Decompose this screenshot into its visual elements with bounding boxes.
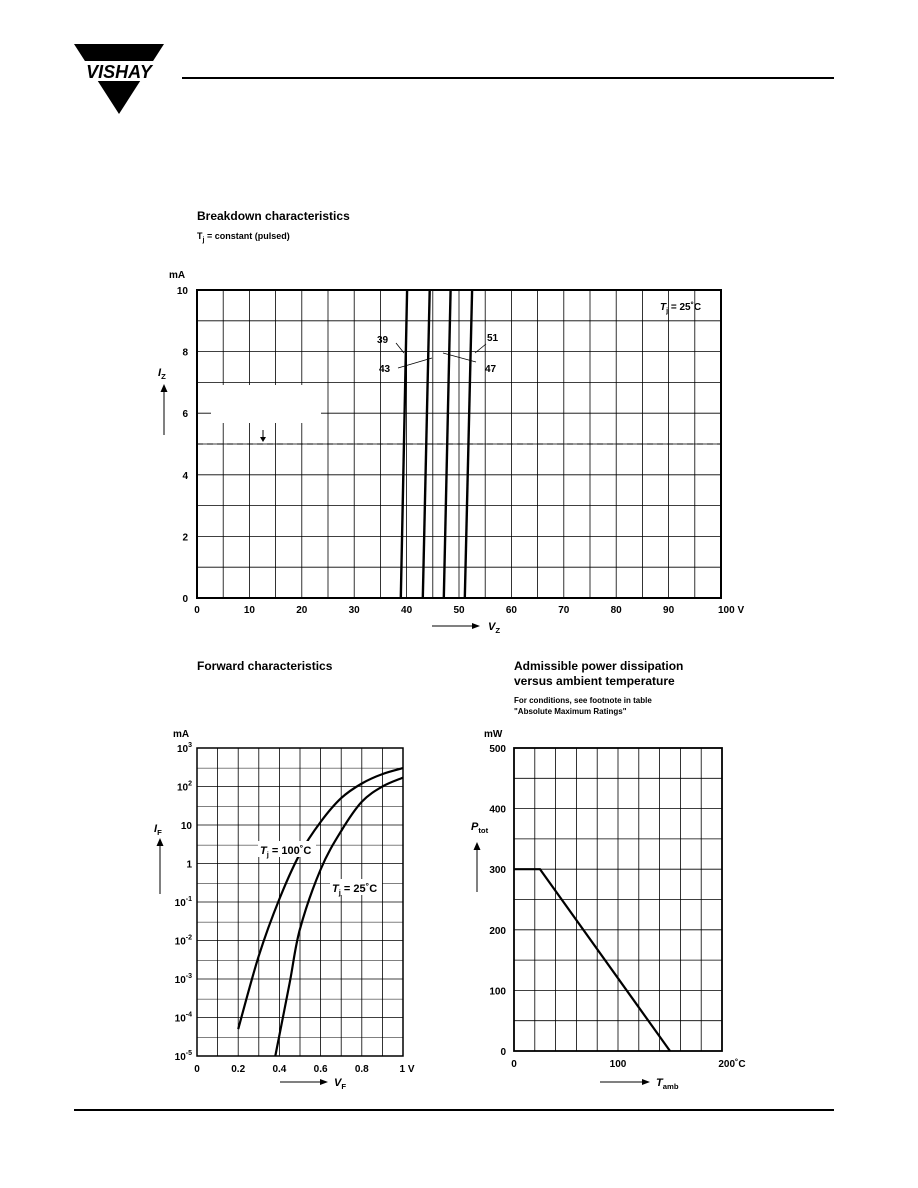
x-tick-label: 60 (505, 605, 517, 616)
y-tick-label: 8 (182, 347, 188, 359)
x-tick-label: 80 (610, 605, 622, 616)
y-tick-label: 0 (182, 594, 188, 605)
x-tick-label: 30 (348, 605, 360, 616)
blank-label-area (211, 385, 321, 423)
y-tick-label: 100 (489, 986, 506, 998)
curve-label-39: 39 (377, 335, 389, 346)
x-tick-label: 0 (511, 1059, 517, 1070)
y-tick-label: $10^{-2}$ (174, 934, 192, 948)
x-tick-label: 20 (296, 605, 308, 616)
x-tick-label: 50 (453, 605, 465, 616)
y-tick-label: 200 (489, 925, 506, 937)
y-tick-label: 6 (182, 409, 188, 421)
x-tick-label: 0.8 (354, 1064, 369, 1075)
x-tick-label: 0.6 (313, 1064, 328, 1075)
x-tick-label: 100 V (718, 605, 745, 616)
y-axis-label: $P_{tot}$ (471, 821, 489, 835)
forward-curve-25c (275, 778, 403, 1056)
y-tick-label: 300 (489, 865, 506, 877)
y-tick-label: 4 (182, 470, 188, 482)
y-unit-label: mW (484, 729, 503, 740)
forward-chart (140, 720, 430, 1090)
forward-title: Forward characteristics (197, 659, 333, 673)
breakdown-chart (150, 260, 770, 640)
y-axis-arrow-head (161, 384, 168, 392)
y-axis-arrow-head (474, 842, 481, 850)
y-tick-label: 0 (500, 1047, 506, 1058)
x-tick-label: 0 (194, 605, 200, 616)
x-tick-label: 200˚C (718, 1059, 746, 1070)
breakdown-title: Breakdown characteristics (197, 209, 350, 223)
y-unit-label: mA (173, 729, 190, 740)
y-unit-label: mA (169, 270, 186, 281)
reference-arrow-head (260, 437, 266, 442)
y-axis-arrow-head (157, 838, 164, 846)
curve-label-100c: $T_j$ = 100˚C (260, 845, 312, 859)
y-axis-label: $I_F$ (154, 823, 162, 837)
y-tick-label: $10^{-5}$ (174, 1050, 192, 1063)
x-axis-arrow-head (320, 1079, 328, 1085)
vishay-logo (72, 42, 166, 118)
y-tick-label: 1 (186, 859, 192, 871)
y-tick-label: $10^{-1}$ (174, 896, 192, 909)
x-axis-label: $T_{amb}$ (656, 1077, 679, 1090)
power-title-line2: versus ambient temperature (514, 674, 675, 688)
x-tick-label: 0 (194, 1064, 200, 1075)
x-tick-label: 10 (243, 605, 255, 616)
y-tick-label: $10^3$ (176, 742, 192, 755)
power-title-line1: Admissible power dissipation (514, 659, 684, 673)
x-tick-label: 100 (609, 1059, 627, 1070)
x-tick-label: 0.2 (231, 1064, 246, 1075)
x-tick-label: 70 (558, 605, 570, 616)
curve-label-51: 51 (487, 333, 499, 344)
power-chart (460, 720, 760, 1090)
header-rule (182, 77, 834, 79)
x-axis-arrow-head (642, 1079, 650, 1085)
footer-rule (74, 1109, 834, 1111)
y-tick-label: $10^{-3}$ (174, 973, 192, 986)
power-note-line1: For conditions, see footnote in table (514, 696, 652, 705)
x-axis-label: $V_F$ (334, 1077, 347, 1090)
x-tick-label: 40 (401, 605, 413, 616)
y-axis-label: $I_Z$ (158, 367, 166, 381)
x-tick-label: 0.4 (272, 1064, 287, 1075)
y-tick-label: 10 (176, 286, 188, 297)
x-axis-label: $V_Z$ (488, 621, 501, 635)
y-tick-label: $10^2$ (176, 780, 192, 794)
curve-label-25c: $T_j$ = 25˚C (332, 883, 378, 897)
y-tick-label: 500 (489, 744, 506, 755)
x-tick-label: 1 V (399, 1064, 415, 1075)
x-axis-arrow-head (472, 623, 480, 629)
power-note-line2: "Absolute Maximum Ratings" (514, 707, 627, 716)
y-tick-label: $10^{-4}$ (174, 1011, 192, 1025)
temperature-annotation: $T_j$ = 25˚C (660, 302, 702, 315)
y-tick-label: 400 (489, 804, 506, 816)
breakdown-subtitle: $T_j$ = constant (pulsed) (197, 231, 290, 244)
y-tick-label: 10 (180, 821, 192, 832)
x-tick-label: 90 (663, 605, 675, 616)
y-tick-label: 2 (182, 532, 188, 544)
curve-label-47: 47 (485, 364, 497, 375)
svg-text:VISHAY: VISHAY (86, 62, 152, 82)
curve-label-43: 43 (379, 364, 391, 375)
